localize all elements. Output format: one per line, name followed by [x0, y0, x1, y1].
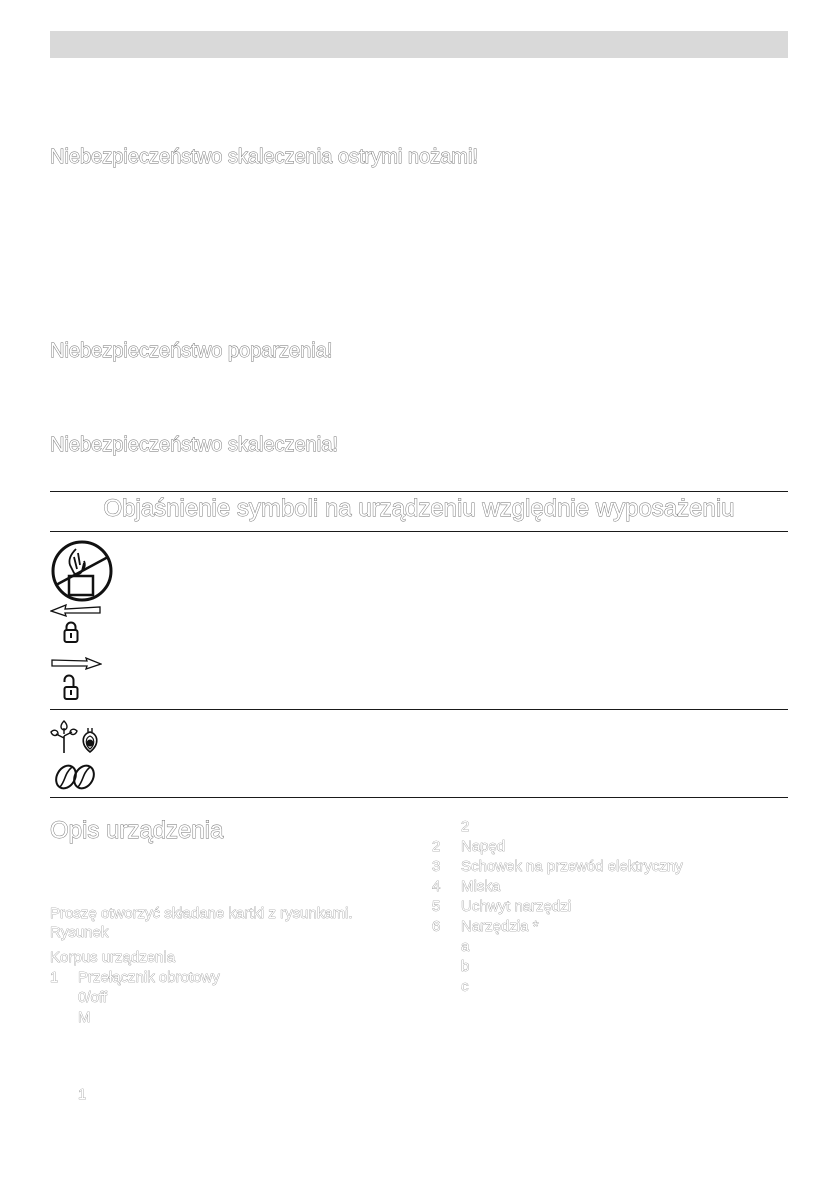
description-title: Opis urządzenia	[50, 817, 224, 844]
header-bar	[50, 31, 788, 58]
tool-sub-item: b	[461, 958, 470, 975]
item-label: Napęd	[461, 838, 506, 855]
item-label: Uchwyt narzędzi	[461, 898, 572, 915]
item-label: Narzędzia *	[461, 918, 539, 935]
divider-line	[50, 797, 788, 798]
arrow-right-icon	[50, 656, 102, 670]
item-label: Przełącznik obrotowy	[78, 969, 220, 986]
body-label: Korpus urządzenia	[50, 949, 176, 966]
item-number: 5	[432, 898, 441, 915]
open-pages-text: Proszę otworzyć składane kartki z rysunkami.	[50, 905, 353, 922]
item-number: 6	[432, 918, 441, 935]
footnote-number: 1	[78, 1086, 87, 1103]
warning-title-cut: Niebezpieczeństwo skaleczenia!	[50, 434, 338, 456]
divider-line	[50, 491, 788, 492]
figure-label: Rysunek	[50, 924, 109, 941]
tool-sub-item: c	[461, 978, 469, 995]
herbs-onion-icon	[50, 720, 102, 754]
item-label: Miska	[461, 878, 501, 895]
symbols-section-title: Objaśnienie symboli na urządzeniu względnie wyposażeniu	[103, 495, 735, 522]
item-number: 3	[432, 858, 441, 875]
item-number: 2	[432, 838, 441, 855]
warning-title-burn: Niebezpieczeństwo poparzenia!	[50, 340, 333, 362]
lock-closed-icon	[63, 620, 79, 644]
sub-item: 0/off	[78, 989, 107, 1006]
sub-item: M	[78, 1009, 91, 1026]
no-hand-in-bowl-icon	[50, 539, 114, 603]
warning-title-knives: Niebezpieczeństwo skaleczenia ostrymi nożami!	[50, 146, 478, 168]
item-label: Schowek na przewód elektryczny	[461, 858, 683, 875]
right-top-number: 2	[461, 818, 470, 835]
coffee-beans-icon	[52, 764, 98, 790]
lock-open-icon	[63, 673, 79, 701]
tool-sub-item: a	[461, 938, 470, 955]
divider-line	[50, 709, 788, 710]
divider-line	[50, 531, 788, 532]
item-number: 1	[50, 969, 59, 986]
arrow-left-icon	[50, 603, 102, 617]
item-number: 4	[432, 878, 441, 895]
